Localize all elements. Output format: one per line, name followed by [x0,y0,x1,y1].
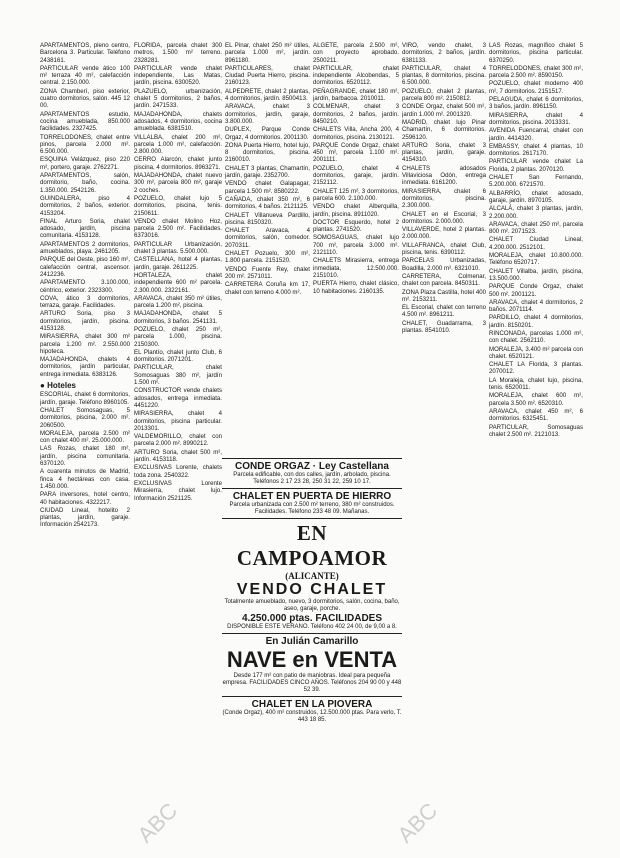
ad-body: Parcela urbanizada con 2.500 m² terreno, 380 m² construidos. Facilidades. Teléfono 233 48 09. Mañanas. [229,502,395,515]
ad-nave-venta [222,633,402,696]
ad-body: (Conde Orgaz), 400 m² construidos, 12.500.000 ptas. Para verlo, T. 443 18 85. [222,710,402,723]
ad-body: Parcela edificable, con dos calles, jardín, arbolado, piscina. Teléfonos 2 17 23 28, 250 31 22, 259 10 17. [233,472,391,485]
ad-title: CHALET EN PUERTA DE HIERRO [232,491,392,502]
classified-ad: MAJADAHONDA, chalets adosados, 4 dormitorios, cocina amueblada. 6381510. [134,110,222,133]
classified-ad: COVA, ático 3 dormitorios, terraza, garaje. Facilidades. [40,294,130,310]
classified-ad: LA Moraleja, chalet lujo, piscina, tenis. 6520011. [489,376,583,392]
classified-ad: MAJADAHONDA, chalet 5 dormitorios, 3 baños. 2541131. [134,310,222,325]
watermark-logo: ABC [392,797,443,848]
classified-ad: COLMENAR, chalet 3 dormitorios, 2 baños, jardín. 8450210. [313,103,399,125]
section-heading-hoteles: ● Hoteles [40,381,76,391]
classified-ad: VENDO chalet Galapagar, parcela 1.500 m². 8580222. [225,180,310,195]
classified-ad: FLORIDA, parcela chalet 300 metros, 1.500 m² terreno. 2328281. [134,42,222,64]
classified-column-3 [225,42,310,452]
column-1-listings [40,42,130,378]
classified-ad: PARTICULAR, Somosaguas chalet 2.500 m². 2121013. [489,423,583,438]
classified-ad: CHALET Aravaca, 4 dormitorios, salón, comedor. 2070311. [225,227,310,249]
classified-ad: CHALET Villanueva Pardillo, piscina. 8150320. [225,211,310,226]
classified-ad: ZONA Chamberí, piso exterior, cuatro dormitorios, salón. 445 12 00. [40,87,130,110]
ad-la-piovera [222,696,402,726]
classified-ad: CHALET Ciudad Lineal, 4.200.000. 2512101. [489,236,583,251]
classified-ad: CARRETERA, Colmenar, chalet con parcela. 8450311. [402,272,486,288]
ad-price: 4.250.000 ptas. FACILIDADES [241,613,383,624]
ad-puerta-hierro [222,488,402,518]
classified-ad: EL Plantío, chalet junto Club, 6 dormitorios. 2071201. [134,348,222,364]
classified-ad: ARAVACA, chalet 4 dormitorios, 2 baños. 2071114. [489,298,583,314]
classified-ad: PEÑAGRANDE, chalet 180 m², jardín, barbacoa. 2010011. [313,87,399,103]
classified-ad: PARTICULAR, chalet independiente Alcobendas, 5 dormitorios. 6520112. [313,64,399,87]
classified-ad: POZUELO, chalet 250 m², parcela 1.000, piscina. 2150300. [134,325,222,348]
classified-ad: CASTELLANA, hotel 4 plantas, jardín, garaje. 2611225. [134,256,222,271]
classified-ad: RINCONADA, parcelas 1.000 m², con chalet. 2562110. [489,329,583,345]
classified-ad: CHALET Villalba, jardín, piscina, 13.500.000. [489,267,583,282]
classified-ad: ALGETE, parcela 2.500 m², con proyecto aprobado. 2500211. [313,42,399,64]
classified-ad: PARA inversores, hotel centro, 40 habitaciones. 4322217. [40,491,130,506]
classified-ad: LAS Rozas, chalet 180 m², jardín, piscina comunitaria. 6370120. [40,445,130,468]
classified-ad: PARCELAS Urbanizadas, Boadilla, 2.000 m². 6321010. [402,257,486,272]
classified-ad: ARAVACA, chalet 450 m², 6 dormitorios. 6325451. [489,407,583,423]
classified-ad: MIRASIERRA, chalet 4 dormitorios, piscina. 2013331. [489,111,583,126]
classified-ad: APARTAMENTO 3.100.000, céntrico, exterior. 2323300. [40,279,130,294]
classified-ad: CHALET en el Escorial, 3 dormitorios. 2.000.000. [402,210,486,225]
classified-ad: PARQUE Conde Orgaz, chalet 500 m². 2001121. [489,283,583,298]
classified-ad: DUPLEX, Parque Conde Orgaz, 4 dormitorios. 2001130. [225,126,310,141]
watermark-logo: ABC [132,797,183,848]
ad-body: Desde 177 m² con patio de maniobras. Ideal para pequeña empresa. FACILIDADES CINCO AÑOS. Teléfonos 204 90 00 y 448 52 39. [222,673,402,693]
classified-column-1 [40,42,130,850]
classified-ad: CHALET San Fernando, 5.200.000. 6721570. [489,174,583,189]
classified-ad: VILLALBA, chalet 200 m², parcela 1.000 m², calefacción. 2.800.000. [134,133,222,156]
classified-ad: CHALET Somosaguas, 5 dormitorios, piscina, 2.000 m². 2060500. [40,406,130,429]
classified-ad: ZONA Plaza Castilla, hotel 400 m². 2153211. [402,288,486,303]
classified-ad: MORALEJA, chalet 600 m², parcela 3.500 m². 6520310. [489,392,583,407]
classified-ad: CHALET LA Florida, 3 plantas. 2070012. [489,361,583,376]
classified-ad: APARTAMENTOS, pleno centro, Barcelona 3. Particular. Teléfono 2438161. [40,42,130,64]
classified-ad: SOMOSAGUAS, chalet lujo 700 m², parcela 3.000 m². 2121110. [313,234,399,257]
classified-ad: CONDE Orgaz, chalet 500 m², jardín 1.000 m². 2001320. [402,103,486,118]
classified-ad: MAJADAHONDA, chalet nuevo 300 m², parcela 800 m², garaje 2 coches. [134,172,222,194]
classified-ad: PARTICULAR vende chalet La Florida, 2 plantas. 2070120. [489,158,583,173]
classified-ad: VILLAFRANCA, chalet Club, piscina, tenis. 6390112. [402,241,486,257]
classified-ad: ARAVACA, chalet 350 m² útiles, parcela 1.200 m², piscina. [134,294,222,310]
classified-ad: POZUELO, chalet 4 dormitorios, garaje, jardín. 2152112. [313,164,399,187]
classified-ad: PELAGUDA, chalet 6 dormitorios, 3 baños, jardín. 8961150. [489,96,583,111]
classified-ad: POZUELO, chalet moderno 400 m², 7 dormitorios. 2151517. [489,80,583,95]
ad-title: CONDE ORGAZ · Ley Castellana [235,461,389,472]
classified-ad: EXCLUSIVAS Lorente, chalets toda zona. 2540322. [134,464,222,479]
classified-ad: VENDO chalet Molino Hoz, parcela 2.500 m². Facilidades. 6373016. [134,217,222,240]
classified-ad: CAÑADA, chalet 350 m², 6 dormitorios, 4 baños. 2121125. [225,195,310,211]
ad-body: Totalmente amueblado, nuevo, 3 dormitorios, salón, cocina, baño, aseo, garaje, porche. [224,599,400,612]
classified-ad: APARTAMENTOS, salón, dormitorio, baño, cocina. 1.350.000. 2542126. [40,172,130,194]
classified-ad: GUINDALERA, piso 4 dormitorios, 2 baños, exterior. 4153204. [40,194,130,217]
classified-ad: CHALETS Mirasierra, entrega inmediata, 12.500.000. 2151010. [313,257,399,279]
classified-ad: ARAVACA, chalet 3 dormitorios, jardín, garaje, 3.800.000. [225,103,310,125]
classified-ad: MORALEJA, 3.400 m² parcela con chalet. 6520121. [489,345,583,360]
classified-ad: VALDEMORILLO, chalet con parcela 2.000 m². 8990212. [134,433,222,448]
classified-ad: POZUELO, chalet 2 plantas, parcela 800 m². 2150812. [402,87,486,103]
ad-headline: VENDO CHALET [236,581,388,598]
classified-ad: ARTURO Soria, piso 3 dormitorios, jardín, piscina. 4153128. [40,310,130,332]
classified-ad: MIRASIERRA, chalet 300 m² parcela 1.200 m². 2.550.000 hipoteca. [40,333,130,355]
classified-ad: VENDO Fuente Rey, chalet 200 m². 2571011. [225,265,310,280]
classified-ad: PLAZUELO, urbanización, chalet 5 dormitorios, 2 baños, jardín. 2471533. [134,87,222,110]
classified-ad: PARQUE Conde Orgaz, chalet 450 m², parcela 1.100 m². 2001111. [313,141,399,164]
classified-ad: PARTICULAR vende ático 100 m² terraza 40 m², calefacción central. 2.150.000. [40,64,130,87]
classified-ad: VILLAVERDE, hotel 2 plantas. 2.000.000. [402,226,486,241]
classified-ad: CONSTRUCTOR vende chalets adosados, entrega inmediata. 4451220. [134,387,222,409]
ad-title: EN CAMPOAMOR [236,521,388,570]
classified-ad: CHALET, Guadarrama, 3 plantas. 8541010. [402,319,486,334]
classified-ad: ARTURO Soria, chalet 500 m², jardín. 4153118. [134,448,222,464]
classified-column-4 [313,42,399,452]
classified-ad: CERRO Alarcón, chalet junto piscina, 4 dormitorios. 8963271. [134,156,222,171]
ad-campoamor [222,518,402,633]
classified-ad: EMBASSY, chalet 4 plantas, 10 dormitorios. 2617170. [489,142,583,158]
classified-ad: CHALETS Villa, Ancha 200, 4 dormitorios, piscina. 2130121. [313,126,399,141]
classified-ad: CIUDAD Lineal, hotelito 2 plantas, jardín, garaje. Información 2542173. [40,506,130,529]
classified-ad: CHALET 3 plantas, Chamartín, jardín, garaje. 2352700. [225,164,310,180]
classified-ad: PUERTA Hierro, chalet clásico, 10 habitaciones. 2160135. [313,280,399,295]
classified-ad: A cuarenta minutos de Madrid, finca 4 hectáreas con casa. 1.450.000. [40,468,130,490]
ad-headline: NAVE en VENTA [226,647,398,672]
classified-ad: ARTURO Soria, chalet 3 plantas, jardín, garaje. 4154310. [402,141,486,164]
classified-ad: CARRETERA Coruña km 17, chalet con terreno 4.000 m². [225,281,310,296]
classified-ad: ARAVACA, chalet 250 m², parcela 800 m². 2071523. [489,220,583,236]
classified-ad: FINAL Arturo Soria, chalet adosado, jardín, piscina comunitaria. 4153128. [40,217,130,240]
classified-ad: EL Pinar, chalet 250 m² útiles, parcela 1.000 m², jardín. 8961180. [225,42,310,64]
classified-ad: EXCLUSIVAS Lorente Mirasierra, chalet lujo. Información 2521125. [134,479,222,502]
classified-ad: APARTAMENTOS 2 dormitorios, amueblados, playa. 2461205. [40,240,130,256]
classified-ad: PARTICULAR, chalet 4 plantas, 8 dormitorios, piscina. 6.500.000. [402,64,486,87]
ad-contact: DISPONIBLE ESTE VERANO. Teléfono 402 24 00, de 9,00 a 8. [227,624,397,630]
classified-ad: CHALETS adosados Villaviciosa Odón, entrega inmediata. 6161200. [402,164,486,187]
classified-ad: DOCTOR Esquerdo, hotel 2 plantas. 2741520. [313,218,399,234]
classified-ad: ALBARRÍO, chalet adosado, garaje, jardín. 8970105. [489,189,583,204]
classified-ad: PARTICULAR Urbanización, chalet 3 plantas. 5.500.000. [134,240,222,256]
classified-ad: ZONA Puerta Hierro, hotel lujo, 8 dormitorios, piscina. 2160010. [225,141,310,164]
classified-ad: AVENIDA Fuencarral, chalet con jardín. 4414320. [489,127,583,142]
classified-ad: PARTICULARES, chalet Ciudad Puerta Hierro, piscina. 2160123. [225,64,310,87]
classified-column-5 [402,42,486,850]
display-ads-block [222,458,402,850]
classified-ad: ESQUINA Velázquez, piso 220 m², portero, garaje. 2762271. [40,156,130,171]
classified-ad: ALPEDRETE, chalet 2 plantas, 4 dormitorios, jardín. 8500413. [225,87,310,103]
classified-ad: CHALET Pozuelo, 300 m², 1.800 parcela. 2151520. [225,250,310,265]
classified-ad: MORALEJA, chalet 10.800.000. Teléfono 6520717. [489,252,583,267]
classified-ad: MADRID, chalet lujo Pinar Chamartín, 6 dormitorios. 2596120. [402,118,486,141]
classified-ad: CHALET 125 m², 3 dormitorios, parcela 600. 2.100.000. [313,187,399,202]
ad-conde-orgaz [222,458,402,488]
classified-ad: PARQUE del Oeste, piso 160 m², calefacción central, ascensor. 2412236. [40,256,130,278]
ad-title: En Julián Camarillo [265,636,359,647]
classified-ad: MAJADAHONDA, chalets 4 dormitorios, jardín particular, entrega inmediata. 6383126. [40,356,130,378]
column-1-hoteles-listings [40,391,130,528]
classified-ad: TORRELODONES, chalet 300 m², parcela 2.500 m². 8590150. [489,64,583,80]
classified-ad: HORTALEZA, chalet independiente 600 m² parcela. 2.300.000. 2322161. [134,271,222,294]
classified-ad: VENDO chalet Alberquilla, jardín, piscina. 8911020. [313,203,399,218]
classified-ad: MIRASIERRA, chalet 4 dormitorios, piscina particular. 2013301. [134,410,222,432]
classified-ad: TORRELODONES, chalet entre pinos, parcela 2.000 m². 6.500.000. [40,133,130,156]
ad-subtitle: (ALICANTE) [285,571,339,581]
classified-ad: MIRASIERRA, chalet 6 dormitorios, piscina. 2.300.000. [402,187,486,210]
classified-column-6 [489,42,583,850]
classified-ad: MORALEJA, parcela 2.500 m² con chalet 400 m². 25.000.000. [40,429,130,445]
classified-ad: APARTAMENTOS estudio, cocina amueblada, 850.000 facilidades. 2327425. [40,110,130,133]
classified-ad: VIRO, vendo chalet, 3 dormitorios, 2 baños, jardín. 6381133. [402,42,486,64]
classified-ad: ESCORIAL, chalet 6 dormitorios, jardín, garaje. Teléfono 8960105. [40,391,130,406]
classified-ad: PARTICULAR vende chalet independiente, Las Matas, jardín, piscina. 6300520. [134,64,222,87]
classified-ad: POZUELO, chalet lujo 5 dormitorios, piscina, tenis. 2150611. [134,194,222,217]
classified-ad: ALCALÁ, chalet 3 plantas, jardín, 2.200.000. [489,205,583,220]
ad-title: CHALET EN LA PIOVERA [251,699,373,710]
classified-ad: LAS Rozas, magnífico chalet 5 dormitorios, piscina particular. 6370250. [489,42,583,64]
classified-ad: EL Escorial, chalet con terreno 4.500 m². 8961211. [402,304,486,319]
classified-column-2 [134,42,222,850]
classified-ad: PARTICULAR, chalet Somosaguas 380 m², jardín 1.500 m². [134,364,222,387]
classified-ad: PARDILLO, chalet 4 dormitorios, jardín. 8150201. [489,314,583,329]
